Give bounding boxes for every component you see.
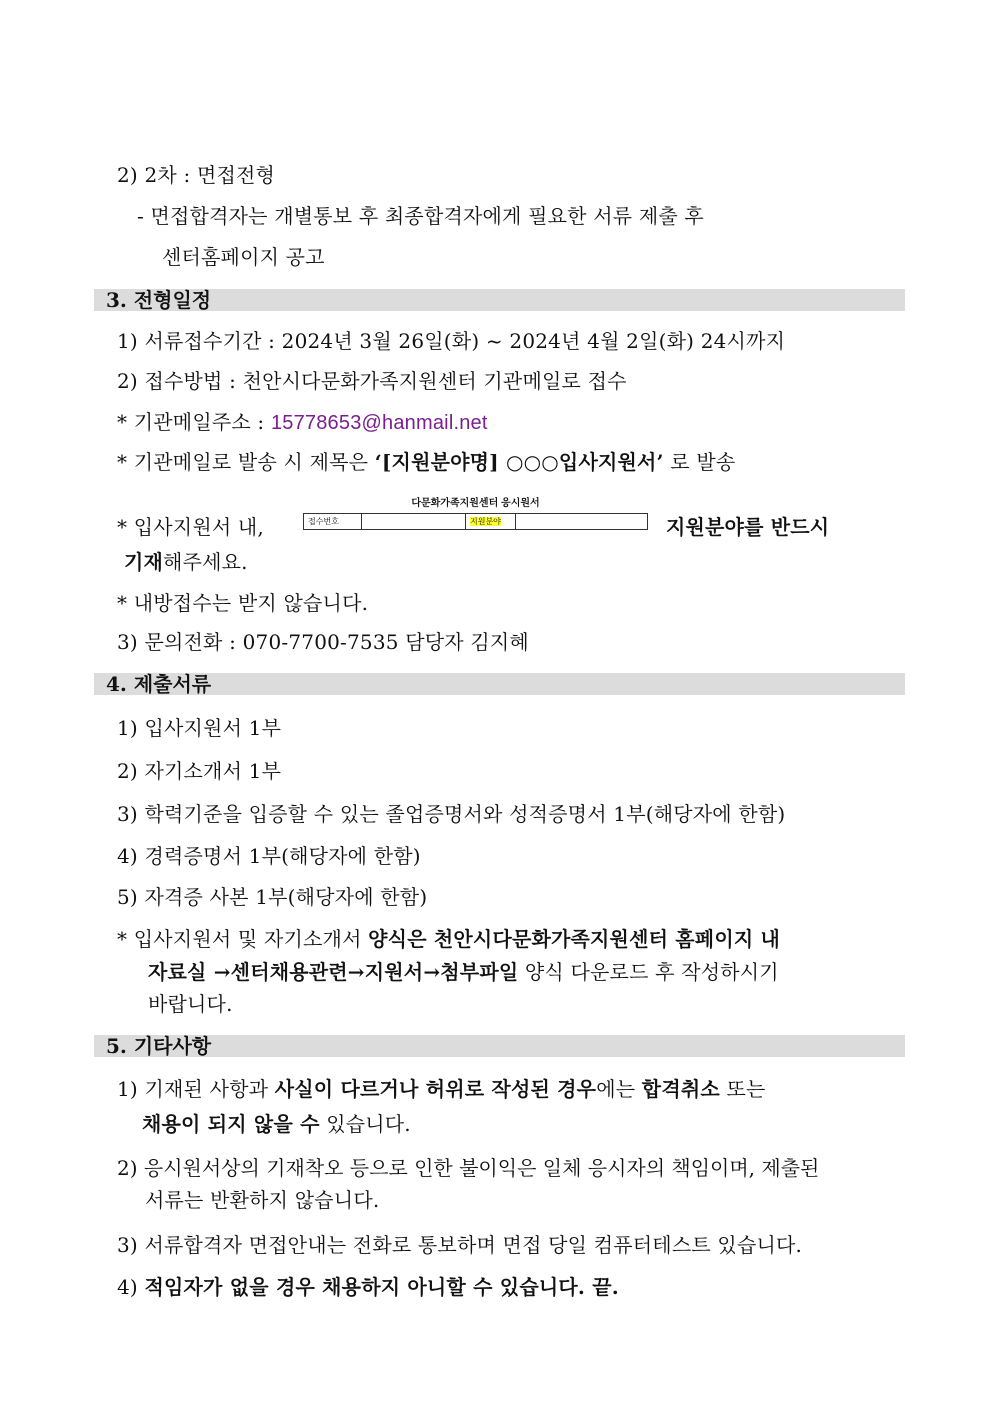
note-rest2: 양식 다운로드 후 작성하시기 <box>518 960 779 984</box>
document-item: 2) 자기소개서 1부 <box>117 759 282 783</box>
application-period: 1) 서류접수기간 : 2024년 3월 26일(화) ~ 2024년 4월 2일(화) 24시까지 <box>117 329 786 353</box>
form-line2-bold: 기재 <box>124 550 164 574</box>
interview-stage-line: 2) 2차 : 면접전형 <box>117 163 276 187</box>
form-sample-row <box>303 513 648 530</box>
section-heading-schedule <box>94 289 905 311</box>
misc-item2-line2: 서류는 반환하지 않습니다. <box>145 1188 380 1212</box>
mail-label: * 기관메일주소 : <box>117 410 271 434</box>
i1-line2-rest: 있습니다. <box>319 1112 411 1136</box>
i1-c: 에는 <box>596 1077 642 1101</box>
i1-d: 합격취소 <box>641 1077 720 1101</box>
form-line2-rest: 해주세요. <box>163 550 248 574</box>
misc-item1-line2 <box>142 1110 411 1138</box>
misc-item4 <box>117 1273 619 1301</box>
i4-bold: 적임자가 없을 경우 채용하지 아니할 수 있습니다. <box>144 1275 586 1299</box>
subject-suffix: 로 발송 <box>663 450 736 474</box>
form-sample-title: 다문화가족지원센터 응시원서 <box>411 498 540 509</box>
document-item: 3) 학력기준을 입증할 수 있는 졸업증명서와 성적증명서 1부(해당자에 한함) <box>117 802 786 826</box>
mail-address-link[interactable]: 15778653@hanmail.net <box>270 412 488 434</box>
section-heading-documents <box>94 673 905 695</box>
section-title: 4. 제출서류 <box>106 672 212 696</box>
application-form-sample <box>303 497 648 530</box>
mail-address-line <box>117 408 488 437</box>
section-title: 5. 기타사항 <box>106 1034 212 1058</box>
subject-prefix: * 기관메일로 발송 시 제목은 <box>117 450 375 474</box>
interview-note-line2: 센터홈페이지 공고 <box>162 245 325 269</box>
form-instruction-prefix: * 입사지원서 내, <box>117 515 264 539</box>
interview-note-line1: - 면접합격자는 개별통보 후 최종합격자에게 필요한 서류 제출 후 <box>137 204 704 228</box>
section-title: 3. 전형일정 <box>106 288 212 312</box>
visit-notice: * 내방접수는 받지 않습니다. <box>117 591 369 615</box>
form-download-note-line3: 바랍니다. <box>148 992 233 1016</box>
contact-phone: 3) 문의전화 : 070-7700-7535 담당자 김지혜 <box>117 630 529 654</box>
form-cell-field-label <box>466 514 516 529</box>
i1-e: 또는 <box>719 1077 766 1101</box>
subject-format: ‘[지원분야명] ○○○입사지원서’ <box>374 450 664 474</box>
i4-prefix: 4) <box>117 1275 145 1299</box>
form-field-highlight: 지원분야 <box>470 517 501 526</box>
mail-subject-line <box>117 448 735 476</box>
end-mark: 끝. <box>585 1275 619 1299</box>
i1-b: 사실이 다르거나 허위로 작성된 경우 <box>274 1077 597 1101</box>
form-cell-field-value <box>516 514 647 529</box>
note-prefix: * 입사지원서 및 자기소개서 <box>117 927 369 951</box>
download-path: 자료실 →센터채용관련→지원서→첨부파일 <box>148 960 519 984</box>
document-item: 4) 경력증명서 1부(해당자에 한함) <box>117 844 421 868</box>
form-download-note-line2 <box>148 958 779 986</box>
i1-a: 1) 기재된 사항과 <box>117 1077 275 1101</box>
document-item: 5) 자격증 사본 1부(해당자에 한함) <box>117 885 428 909</box>
misc-item2-line1: 2) 응시원서상의 기재착오 등으로 인한 불이익은 일체 응시자의 책임이며, 제출된 <box>117 1156 820 1180</box>
form-cell-receipt-value <box>362 514 466 529</box>
i1-line2-bold: 채용이 되지 않을 수 <box>142 1112 320 1136</box>
section-heading-misc <box>94 1035 905 1057</box>
misc-item3: 3) 서류합격자 면접안내는 전화로 통보하며 면접 당일 컴퓨터테스트 있습니다. <box>117 1233 803 1257</box>
form-cell-receipt-label: 접수번호 <box>304 514 362 529</box>
misc-item1-line1 <box>117 1075 766 1103</box>
application-method: 2) 접수방법 : 천안시다문화가족지원센터 기관메일로 접수 <box>117 369 627 393</box>
document-item: 1) 입사지원서 1부 <box>117 716 282 740</box>
form-download-note-line1 <box>117 925 780 953</box>
form-instruction-suffix: 지원분야를 반드시 <box>666 515 830 539</box>
form-instruction-line2 <box>124 548 248 576</box>
note-bold1: 양식은 천안시다문화가족지원센터 홈페이지 내 <box>368 927 781 951</box>
